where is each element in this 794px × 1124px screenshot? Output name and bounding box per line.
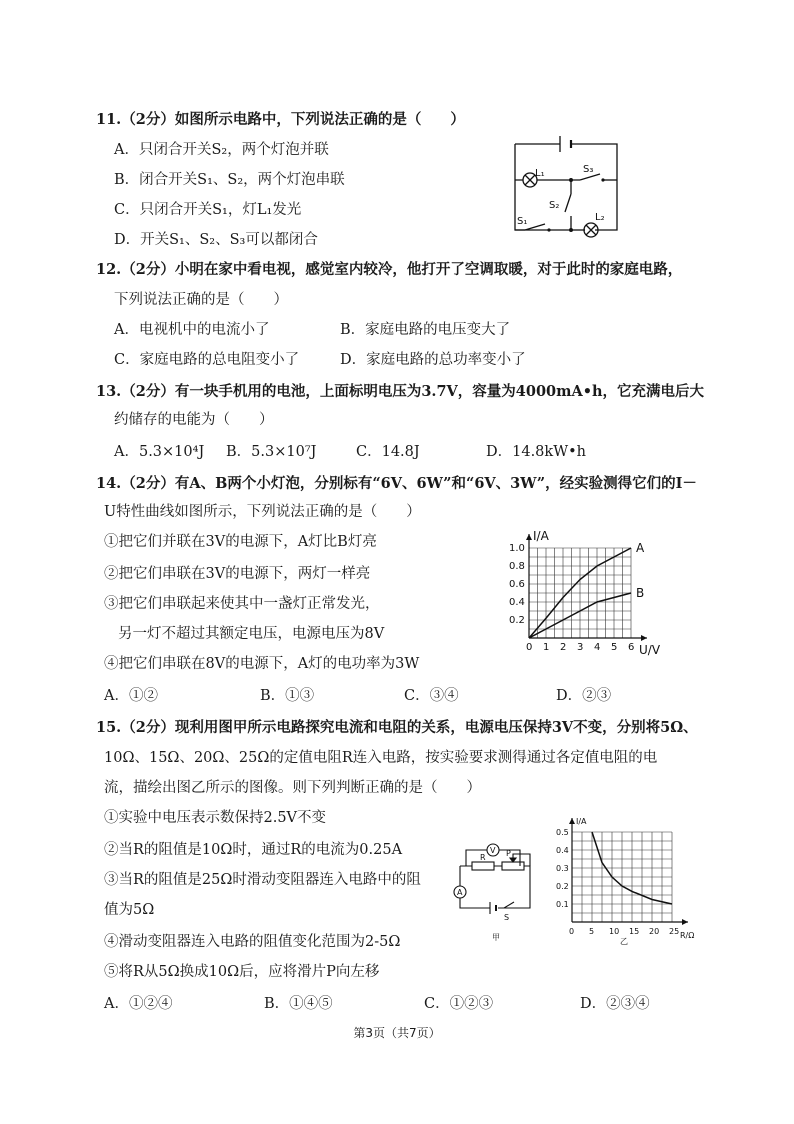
q14-statement-2: ②把它们串联在3V的电源下，两灯一样亮 xyxy=(104,566,371,582)
x-tick-label: 25 xyxy=(669,927,680,936)
series-label-B: B xyxy=(636,586,645,600)
x-tick-label: 4 xyxy=(594,642,601,653)
q14-option-a: A．①② xyxy=(104,688,158,704)
q15-statement-1: ①实验中电压表示数保持2.5V不变 xyxy=(104,810,327,826)
x-tick-label: 0 xyxy=(526,642,533,653)
q13-option-a: A．5.3×10⁴J xyxy=(114,444,205,460)
x-tick-label: 0 xyxy=(569,927,575,936)
q15-option-a: A．①②④ xyxy=(104,996,173,1012)
q14-option-b: B．①③ xyxy=(260,688,315,704)
q15-stem-line3: 流，描绘出图乙所示的图像。则下列判断正确的是（ ） xyxy=(104,780,481,796)
q15-ir-chart xyxy=(550,818,700,948)
slider-label: P xyxy=(506,849,511,858)
q15-option-b: B．①④⑤ xyxy=(264,996,333,1012)
x-tick-label: 10 xyxy=(609,927,620,936)
x-tick-label: 5 xyxy=(611,642,618,653)
x-axis-arrow xyxy=(641,635,647,641)
page-footer: 第3页（共7页） xyxy=(353,1026,441,1040)
x-tick-label: 15 xyxy=(629,927,640,936)
circuit-caption: 甲 xyxy=(492,933,500,942)
q15-statement-5: ⑤将R从5Ω换成10Ω后，应将滑片P向左移 xyxy=(104,964,380,980)
grid xyxy=(572,832,672,922)
q14-option-c: C．③④ xyxy=(404,688,459,704)
y-axis-label: I/A xyxy=(576,818,587,826)
resistor-label: R xyxy=(480,853,486,862)
y-tick-label: 0.3 xyxy=(556,864,569,873)
y-tick-label: 0.8 xyxy=(509,561,525,572)
series-label-A: A xyxy=(636,541,645,555)
x-axis-label: R/Ω xyxy=(680,931,695,940)
y-tick-label: 0.4 xyxy=(556,846,569,855)
q11-option-c: C．只闭合开关S₁，灯L₁发光 xyxy=(114,202,302,218)
x-tick-label: 1 xyxy=(543,642,550,653)
q15-stem: 15.（2分）现利用图甲所示电路探究电流和电阻的关系，电源电压保持3V不变，分别将5Ω、 xyxy=(96,719,698,736)
y-axis-arrow xyxy=(569,818,575,824)
label-l2: L₂ xyxy=(595,212,605,223)
label-s1: S₁ xyxy=(517,216,528,227)
x-tick-label: 20 xyxy=(649,927,660,936)
q14-statement-4: ④把它们串联在8V的电源下，A灯的电功率为3W xyxy=(104,656,420,672)
y-tick-label: 0.6 xyxy=(509,579,525,590)
y-tick-label: 0.2 xyxy=(509,615,525,626)
label-s2: S₂ xyxy=(549,200,560,211)
x-tick-label: 6 xyxy=(628,642,635,653)
q12-option-a: A．电视机中的电流小了 xyxy=(114,322,270,338)
voltmeter-label: V xyxy=(490,846,496,855)
q14-option-d: D．②③ xyxy=(556,688,612,704)
label-s3: S₃ xyxy=(583,164,594,175)
q14-iu-chart xyxy=(505,518,680,663)
y-tick-label: 0.1 xyxy=(556,900,569,909)
x-axis-label: U/V xyxy=(639,643,661,657)
ammeter-label: A xyxy=(457,888,463,897)
y-axis-arrow xyxy=(526,534,532,540)
q15-stem-line2: 10Ω、15Ω、20Ω、25Ω的定值电阻R连入电路，按实验要求测得通过各定值电阻的电 xyxy=(104,750,658,766)
q15-option-d: D．②③④ xyxy=(580,996,650,1012)
q11-option-d: D．开关S₁、S₂、S₃可以都闭合 xyxy=(114,232,318,248)
y-tick-label: 0.5 xyxy=(556,828,569,837)
q14-statement-3: ③把它们串联起来使其中一盏灯正常发光， xyxy=(104,596,380,612)
q12-stem: 12.（2分）小明在家中看电视，感觉室内较冷，他打开了空调取暖，对于此时的家庭电路， xyxy=(96,261,683,278)
q14-statement-1: ①把它们并联在3V的电源下，A灯比B灯亮 xyxy=(104,534,377,550)
q11-stem: 11.（2分）如图所示电路中，下列说法正确的是（ ） xyxy=(96,111,465,128)
q13-stem: 13.（2分）有一块手机用的电池，上面标明电压为3.7V，容量为4000mA•h，它充满电后大 xyxy=(96,383,705,400)
x-tick-label: 3 xyxy=(577,642,584,653)
q13-option-d: D．14.8kW•h xyxy=(486,444,586,460)
q13-option-c: C．14.8J xyxy=(356,444,420,460)
q13-stem-line2: 约储存的电能为（ ） xyxy=(114,412,274,428)
q14-stem: 14.（2分）有A、B两个小灯泡，分别标有“6V、6W”和“6V、3W”，经实验测得它们的I－ xyxy=(96,475,697,492)
q12-stem-line2: 下列说法正确的是（ ） xyxy=(114,292,288,308)
x-axis-arrow xyxy=(682,919,688,925)
q12-option-d: D．家庭电路的总功率变小了 xyxy=(340,352,526,368)
q15-circuit-figure xyxy=(450,836,540,946)
y-axis-label: I/A xyxy=(533,529,549,543)
q12-option-b: B．家庭电路的电压变大了 xyxy=(340,322,511,338)
q11-circuit-figure xyxy=(505,132,630,247)
label-l1: L₁ xyxy=(535,168,545,179)
grid xyxy=(529,548,631,638)
q12-option-c: C．家庭电路的总电阻变小了 xyxy=(114,352,300,368)
q11-option-a: A．只闭合开关S₂，两个灯泡并联 xyxy=(114,142,329,158)
switch-label: S xyxy=(504,913,510,922)
y-tick-label: 0.2 xyxy=(556,882,569,891)
q13-option-b: B．5.3×10⁷J xyxy=(226,444,317,460)
graph-caption: 乙 xyxy=(620,937,628,946)
y-tick-label: 0.4 xyxy=(509,597,525,608)
q15-statement-3-cont: 值为5Ω xyxy=(104,902,155,918)
x-tick-label: 5 xyxy=(589,927,595,936)
q14-statement-3-cont: 另一灯不超过其额定电压，电源电压为8V xyxy=(118,626,385,642)
x-tick-label: 2 xyxy=(560,642,567,653)
q15-statement-2: ②当R的阻值是10Ω时，通过R的电流为0.25A xyxy=(104,842,403,858)
q15-statement-3: ③当R的阻值是25Ω时滑动变阻器连入电路中的阻 xyxy=(104,872,421,888)
q15-statement-4: ④滑动变阻器连入电路的阻值变化范围为2-5Ω xyxy=(104,934,401,950)
q14-stem-line2: U特性曲线如图所示，下列说法正确的是（ ） xyxy=(104,504,421,520)
q15-option-c: C．①②③ xyxy=(424,996,494,1012)
y-tick-label: 1.0 xyxy=(509,543,525,554)
q11-option-b: B．闭合开关S₁、S₂，两个灯泡串联 xyxy=(114,172,345,188)
